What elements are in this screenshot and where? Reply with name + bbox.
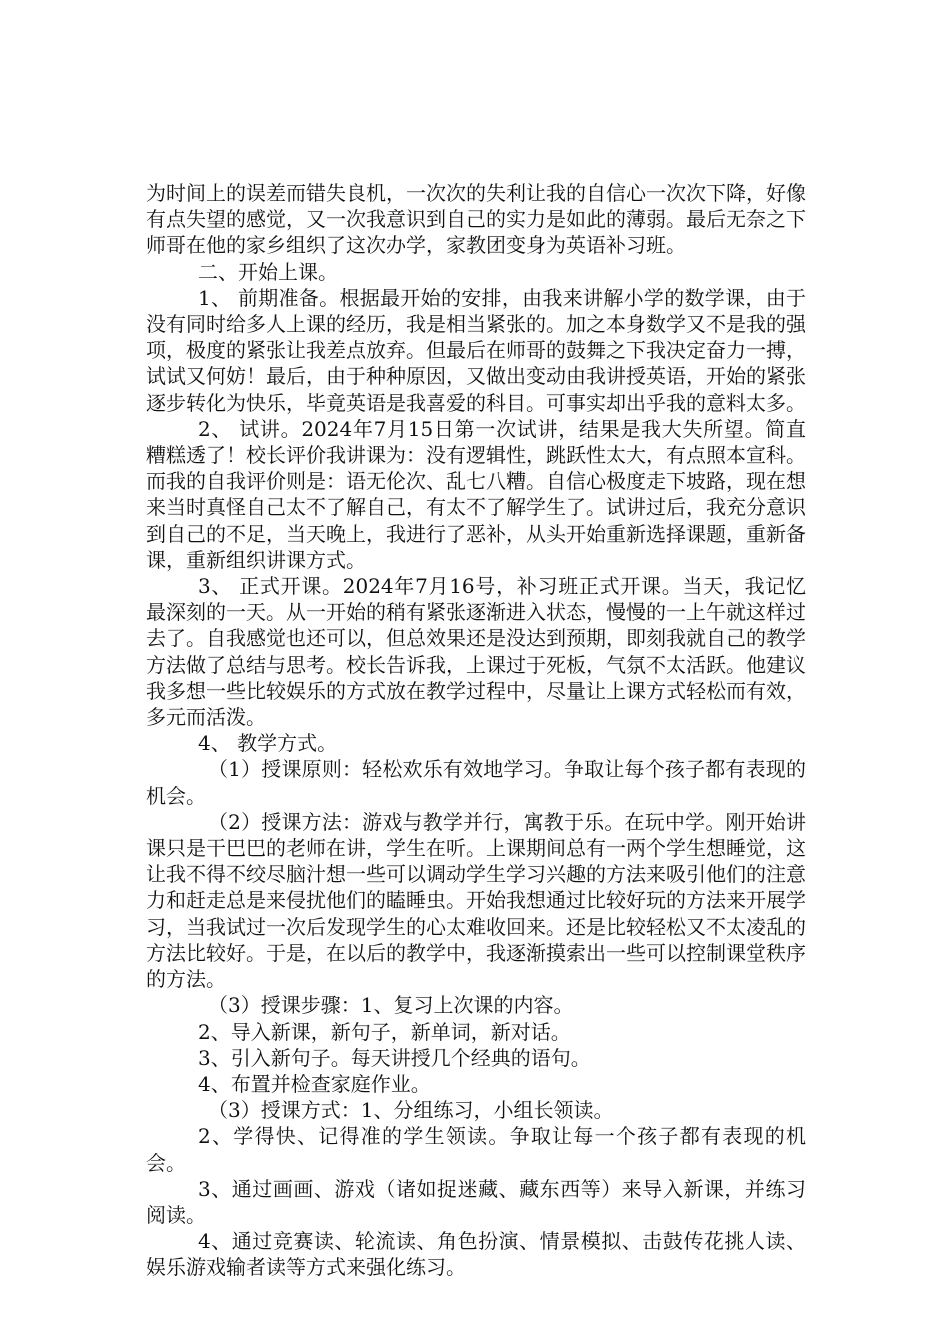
paragraph-steps-4: 4、布置并检查家庭作业。 [198, 1071, 431, 1096]
paragraph-steps-3: 3、引入新句子。每天讲授几个经典的语句。 [198, 1045, 591, 1070]
paragraph-ways-4: 4、通过竞赛读、轮流读、角色扮演、情景模拟、击鼓传花挑人读、娱乐游戏输者读等方式来强化练习。 [146, 1229, 806, 1280]
paragraph-principle: （1）授课原则：轻松欢乐有效地学习。争取让每个孩子都有表现的机会。 [146, 757, 806, 808]
paragraph-ways-2: 2、学得快、记得准的学生领读。争取让每一个孩子都有表现的机会。 [146, 1124, 806, 1175]
subheading-teaching-methods: 4、 教学方式。 [198, 731, 338, 756]
document-body [146, 180, 806, 1281]
paragraph-continuation: 为时间上的误差而错失良机，一次次的失利让我的自信心一次次下降，好像有点失望的感觉，又一次我意识到自己的实力是如此的薄弱。最后无奈之下师哥在他的家乡组织了这次办学，家教团变身为英语补习班。 [146, 181, 806, 258]
paragraph-trial-lecture: 2、 试讲。2024年7月15日第一次试讲，结果是我大失所望。简直糟糕透了！校长评价我讲课为：没有逻辑性，跳跃性太大，有点照本宣科。而我的自我评价则是：语无伦次、乱七八糟。自信心极度走下坡路，现在想来当时真怪自己太不了解自己，有太不了解学生了。试讲过后，我充分意识到自己的不足，当天晚上，我进行了恶补，从头开始重新选择课题，重新备课，重新组织讲课方式。 [146, 416, 806, 572]
paragraph-ways-1: （3）授课方式：1、分组练习，小组长领读。 [208, 1098, 614, 1123]
paragraph-preparation: 1、 前期准备。根据最开始的安排，由我来讲解小学的数学课，由于没有同时给多人上课的经历，我是相当紧张的。加之本身数学又不是我的强项，极度的紧张让我差点放弃。但最后在师哥的鼓舞之下我决定奋力一搏，试试又何妨！最后，由于种种原因，又做出变动由我讲授英语，开始的紧张逐步转化为快乐，毕竟英语是我喜爱的科目。可事实却出乎我的意料太多。 [146, 285, 806, 415]
paragraph-formal-start: 3、 正式开课。2024年7月16号，补习班正式开课。当天，我记忆最深刻的一天。从一开始的稍有紧张逐渐进入状态，慢慢的一上午就这样过去了。自我感觉也还可以，但总效果还是没达到预期，即刻我就自己的教学方法做了总结与思考。校长告诉我，上课过于死板，气氛不太活跃。他建议我多想一些比较娱乐的方式放在教学过程中，尽量让上课方式轻松而有效，多元而活泼。 [146, 574, 806, 730]
paragraph-steps-2: 2、导入新课，新句子，新单词，新对话。 [198, 1019, 571, 1044]
paragraph-steps-1: （3）授课步骤：1、复习上次课的内容。 [208, 993, 574, 1018]
paragraph-ways-3: 3、通过画画、游戏（诸如捉迷藏、藏东西等）来导入新课，并练习阅读。 [146, 1176, 806, 1227]
section-heading-start-class: 二、开始上课。 [198, 259, 338, 284]
paragraph-method: （2）授课方法：游戏与教学并行，寓教于乐。在玩中学。刚开始讲课只是干巴巴的老师在讲，学生在听。上课期间总有一两个学生想睡觉，这让我不得不绞尽脑汁想一些可以调动学生学习兴趣的方法来吸引他们的注意力和赶走总是来侵扰他们的瞌睡虫。开始我想通过比较好玩的方法来开展学习，当我试过一次后发现学生的心太难收回来。还是比较轻松又不太凌乱的方法比较好。于是，在以后的教学中，我逐渐摸索出一些可以控制课堂秩序的方法。 [146, 809, 806, 992]
